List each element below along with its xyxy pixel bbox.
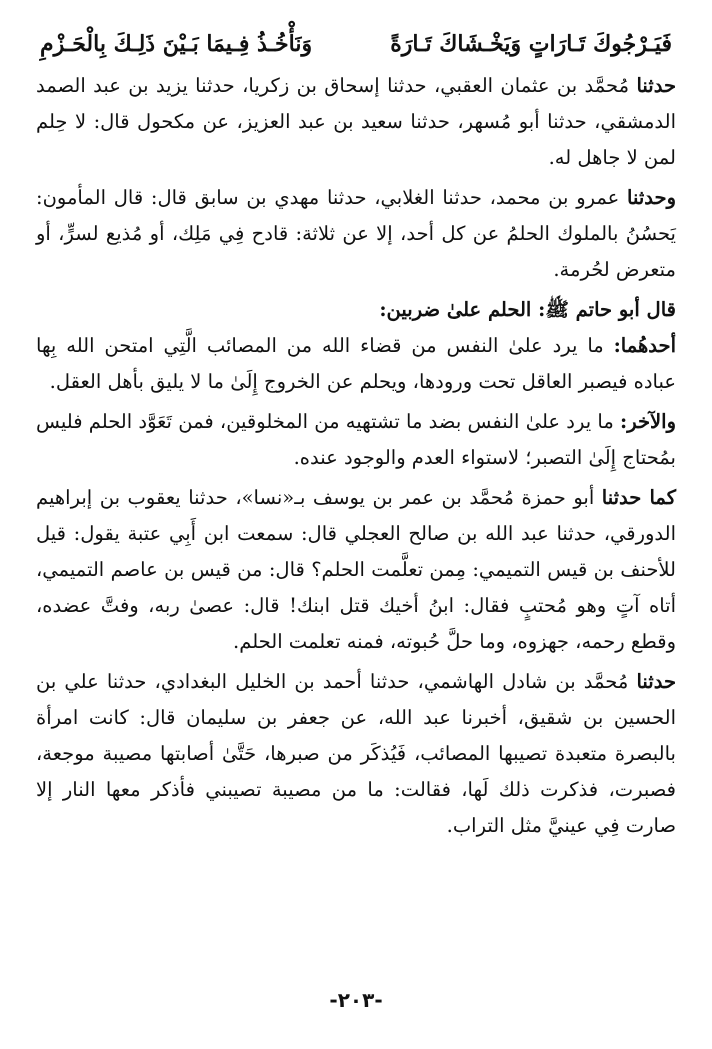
narration-text: عمرو بن محمد، حدثنا الغلابي، حدثنا مهدي بن سابق قال: قال المأمون: يَحسُنُ بالملوك الحلمُ عن كل أحد، إلا عن ثلاثة: قادح فِي مَلِك، أو مُذيع لسرٍّ، أو متعرض لحُرمة. [36,186,676,281]
narration-paragraph [36,480,676,660]
narration-text: مُحمَّد بن شادل الهاشمي، حدثنا أحمد بن الخليل البغدادي، حدثنا علي بن الحسين بن شقيق، أخبرنا عبد الله، عن جعفر بن سليمان قال: كانت امرأة بالبصرة متعبدة تصيبها المصائب، فَيُذكَر من صبرها، حَتَّىٰ أصابتها مصيبة موجعة، فصبرت، فذكرت ذلك لَها، فقالت: ما من مصيبة تصيبني فأذكر معها النار إلا صارت فِي عينيَّ مثل التراب. [36,670,676,837]
verse-left-hemistich: وَنَأْخُـذُ فِـيمَا بَـيْنَ ذَلِـكَ بِالْحَـزْمِ [40,31,313,57]
second-type-text: ما يرد علىٰ النفس بضد ما تشتهيه من المخلوقين، فمن تَعَوَّد الحلم فليس بمُحتاج إِلَىٰ التصبر؛ لاستواء العدم والوجود عنده. [36,410,676,469]
narration-lead: حدثنا [636,670,676,693]
first-type-lead: أحدهُما: [613,334,676,357]
narration-paragraph [36,664,676,844]
narration-lead: حدثنا [636,74,676,97]
narration-paragraph [36,68,676,176]
verse-right-hemistich: فَيَـرْجُوكَ تَـارَاتٍ وَيَخْـشَاكَ تَـارَةً [390,31,672,57]
narration-lead: وحدثنا [627,186,676,209]
heading-lead: قال أبو حاتم ﷺ: الحلم علىٰ ضربين: [379,298,676,321]
narration-paragraph [36,180,676,288]
narration-text: أبو حمزة مُحمَّد بن عمر بن يوسف بـ«نسا»، حدثنا يعقوب بن إبراهيم الدورقي، حدثنا عبد الله بن صالح العجلي قال: سمعت ابن أَبِي عتبة يقول: قيل للأحنف بن قيس التميمي: مِمن تعلَّمت الحلم؟ قال: من قيس بن عاصم التميمي، أتاه آتٍ وهو مُحتبٍ فقال: ابنُ أخيك قتل ابنك! قال: عصىٰ ربه، وفتَّ عضده، وقطع رحمه، جهزوه، وما حلَّ حُبوته، فمنه تعلمت الحلم. [36,486,676,653]
poetry-verse [36,22,676,68]
second-type-paragraph [36,404,676,476]
first-type-text: ما يرد علىٰ النفس من قضاء الله من المصائب الَّتِي امتحن الله بِها عباده فيصبر العاقل تحت ورودها، ويحلم عن الخروج إِلَىٰ ما لا يليق بأهل العقل. [36,334,676,393]
first-type-paragraph [36,328,676,400]
narration-lead: كما حدثنا [601,486,676,509]
section-heading [36,292,676,328]
narration-text: مُحمَّد بن عثمان العقبي، حدثنا إسحاق بن زكريا، حدثنا يزيد بن عبد الصمد الدمشقي، حدثنا أبو مُسهر، حدثنا سعيد بن عبد العزيز، عن مكحول قال: لا حِلم لمن لا جاهل له. [36,74,676,169]
page-number: -٢٠٣- [329,988,383,1012]
second-type-lead: والآخر: [620,410,676,433]
